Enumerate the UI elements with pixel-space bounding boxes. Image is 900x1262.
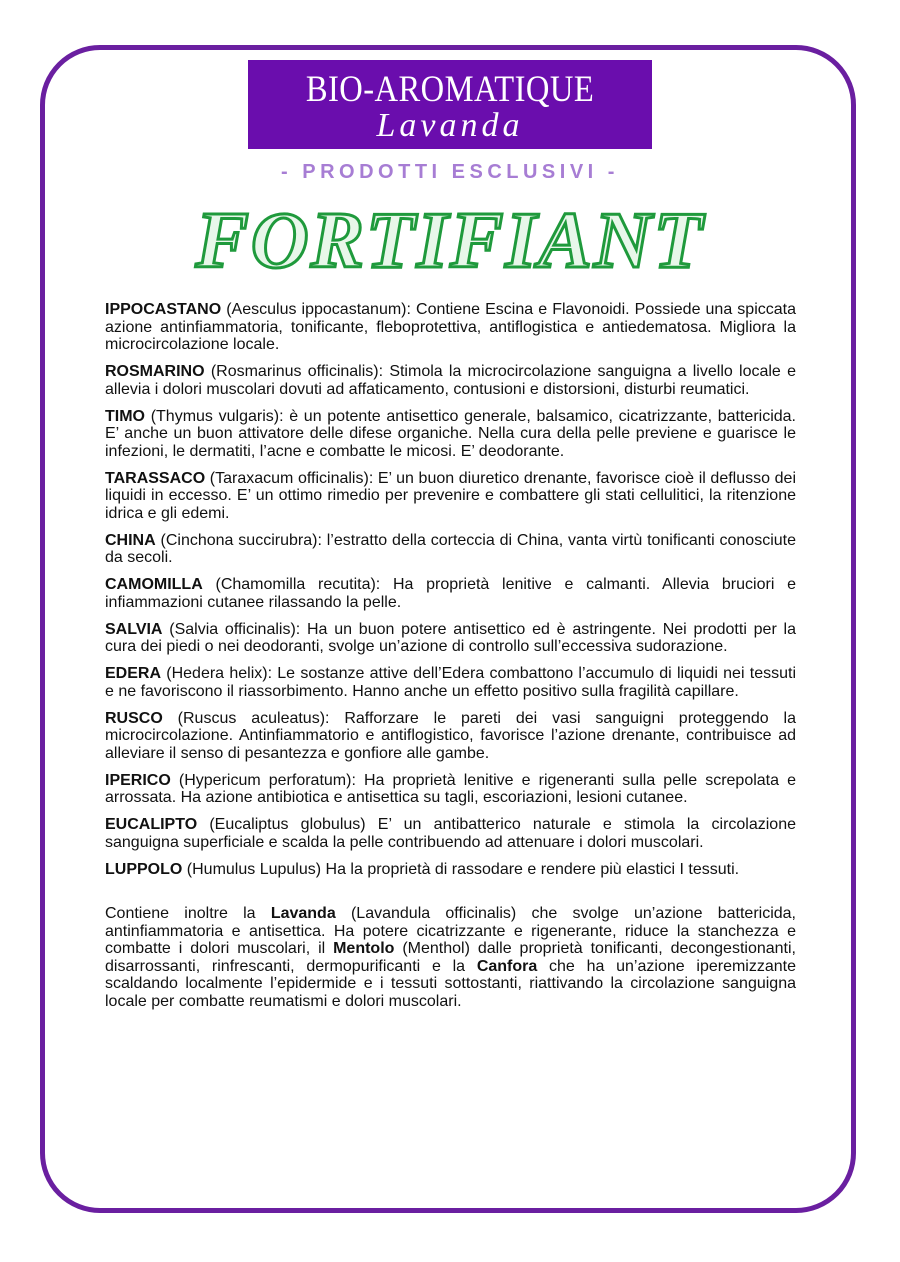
ingredient-description: (Ruscus aculeatus): Rafforzare le pareti dei vasi sanguigni proteggendo la microcircolazione. Antinfiammatorio e antiflogistico, favorisce l’azione drenante, contribuisce ad alleviare il senso di pesantezza e gonfiore alle gambe. <box>105 709 796 762</box>
ingredient-name: SALVIA <box>105 620 163 638</box>
ingredient-name: CHINA <box>105 531 156 549</box>
ingredient-name: IPERICO <box>105 771 171 789</box>
ingredient-description: (Eucaliptus globulus) E’ un antibatterico naturale e stimola la circolazione sanguigna superficiale e scalda la pelle contribuendo ad attenuare i dolori muscolari. <box>105 816 796 851</box>
closing-highlight: Canfora <box>476 957 538 975</box>
ingredient-name: RUSCO <box>105 709 163 727</box>
ingredient-description: (Salvia officinalis): Ha un buon potere antisettico ed è astringente. Nei prodotti per la cura dei piedi o nei deodoranti, svolge un’azione di controllo sull’eccessiva sudorazione. <box>105 620 796 655</box>
ingredient-name: ROSMARINO <box>105 363 205 380</box>
ingredient-entry <box>105 710 796 763</box>
ingredient-description: (Rosmarinus officinalis): Stimola la microcircolazione sanguigna a livello locale e allevia i dolori muscolari dovuti ad affaticamento, contusioni e distorsioni, disturbi reumatici. <box>105 363 796 398</box>
ingredient-entry <box>105 470 796 523</box>
ingredient-description: (Chamomilla recutita): Ha proprietà lenitive e calmanti. Allevia bruciori e infiammazioni cutanee rilassando la pelle. <box>105 576 796 611</box>
ingredient-entry <box>105 532 796 567</box>
ingredient-description: (Hedera helix): Le sostanze attive dell’Edera combattono l’accumulo di liquidi nei tessuti e ne favoriscono il riassorbimento. Hanno anche un effetto positivo sulla fragilità capillare. <box>105 665 796 700</box>
ingredient-name: EDERA <box>105 665 162 682</box>
ingredient-name: CAMOMILLA <box>105 576 203 593</box>
closing-text: (Menthol) dalle proprietà tonificanti, decongestionanti, disarrossanti, rinfrescanti, dermopurificanti e la <box>105 940 796 975</box>
ingredient-entry <box>105 576 796 611</box>
closing-text: (Lavandula officinalis) che svolge un’azione battericida, antinfiammatoria e antisettica. Ha potere cicatrizzante e rigenerante, riduce la stanchezza e combatte i dolori muscolari, il <box>105 905 797 957</box>
closing-highlight: Mentolo <box>333 940 395 957</box>
brand-logo <box>248 60 652 149</box>
ingredient-description: (Taraxacum officinalis): E’ un buon diuretico drenante, favorisce cioè il deflusso dei liquidi in eccesso. E’ un ottimo rimedio per prevenire e combattere gli stati cellulitici, la ritenzione idrica e gli edemi. <box>105 469 796 522</box>
ingredient-description: (Humulus Lupulus) Ha la proprietà di rassodare e rendere più elastici I tessuti. <box>182 860 740 878</box>
ingredient-name: TIMO <box>105 407 145 425</box>
ingredient-entry <box>105 621 796 656</box>
closing-text: Contiene inoltre la <box>105 905 271 922</box>
ingredient-description: (Cinchona succirubra): l’estratto della corteccia di China, vanta virtù tonificanti conosciute da secoli. <box>105 531 796 566</box>
ingredient-entry <box>105 408 796 461</box>
ingredient-name: LUPPOLO <box>105 860 183 878</box>
ingredient-name: IPPOCASTANO <box>105 301 222 318</box>
ingredient-description: (Thymus vulgaris): è un potente antisettico generale, balsamico, cicatrizzante, battericida. E’ anche un buon attivatore delle difese organiche. Nella cura della pelle previene e guarisce le infezioni, le dermatiti, l’acne e combatte le micosi. E’ deodorante. <box>105 407 796 460</box>
closing-paragraph <box>105 905 796 1010</box>
ingredient-entry <box>105 301 796 354</box>
product-title: FORTIFIANT <box>195 197 705 285</box>
tagline: - PRODOTTI ESCLUSIVI - <box>281 161 619 183</box>
ingredient-entry <box>105 861 796 879</box>
closing-highlight: Lavanda <box>270 905 336 922</box>
ingredient-name: TARASSACO <box>105 469 206 487</box>
logo-sub-text: Lavanda <box>376 107 524 144</box>
ingredient-entry <box>105 363 796 398</box>
ingredient-entry <box>105 772 796 807</box>
ingredients-content <box>105 301 796 1020</box>
ingredient-description: (Aesculus ippocastanum): Contiene Escina e Flavonoidi. Possiede una spiccata azione antinfiammatoria, tonificante, fleboprotettiva, antiflogistica e antiedematosa. Migliora la microcircolazione locale. <box>105 301 796 353</box>
ingredient-entry <box>105 816 796 851</box>
ingredient-name: EUCALIPTO <box>105 816 198 833</box>
closing-text: che ha un’azione iperemizzante scaldando localmente l’epidermide e i tessuti sottostanti, riattivando la circolazione sanguigna locale per combatte reumatismi e dolori muscolari. <box>105 957 796 1010</box>
ingredient-entry <box>105 665 796 700</box>
ingredient-description: (Hypericum perforatum): Ha proprietà lenitive e rigeneranti sulla pelle screpolata e arrossata. Ha azione antibiotica e antisettica su tagli, escoriazioni, lesioni cutanee. <box>105 771 796 806</box>
logo-brand-text: BIO-AROMATIQUE <box>305 69 595 110</box>
